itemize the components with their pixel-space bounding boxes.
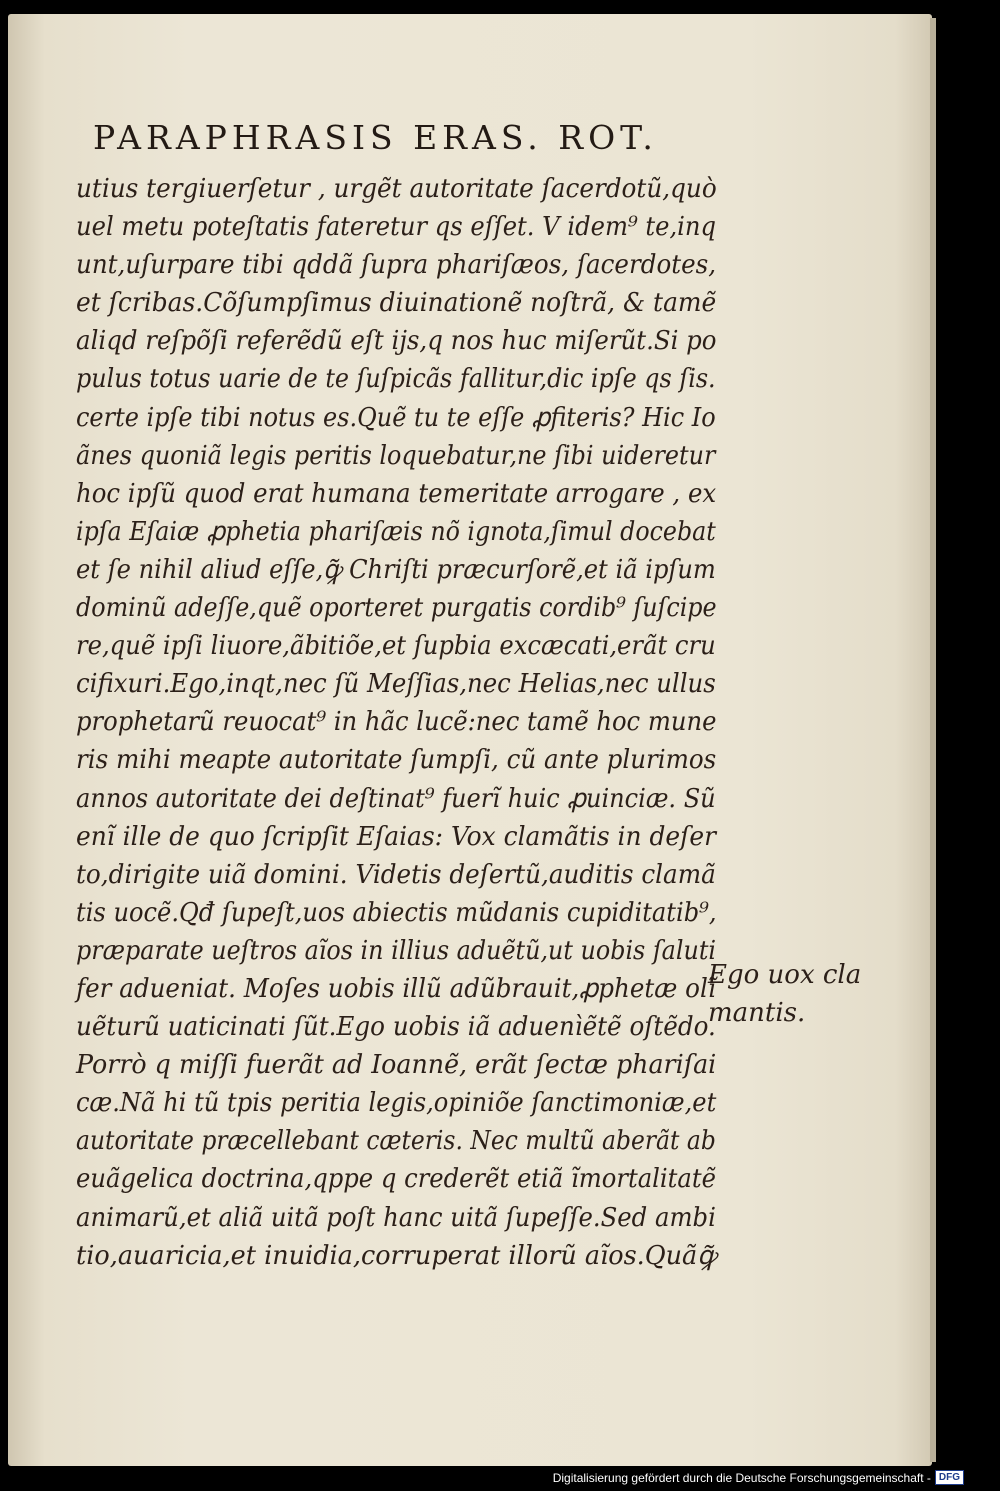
text-line: ãnes quoniã legis peritis loquebatur,ne ſibi uideretur (76, 440, 716, 471)
text-line: tis uocẽ.Qđ ſupeſt,uos abiectis mũdanis cupiditatib⁹, (76, 897, 717, 928)
text-line: enĩ ille de quo ſcripſit Eſaias: Vox clamãtis in deſer (76, 821, 717, 852)
text-line: Porrò q miſſi fuerãt ad Ioannẽ, erãt ſectæ phariſai (76, 1050, 717, 1081)
text-line: aliqd reſpõſi referẽdũ eſt ijs,q nos huc miſerũt.Si po (76, 326, 717, 357)
page-edge (930, 18, 936, 1462)
text-line: certe ipſe tibi notus es.Quẽ tu te eſſe ꝓfiteris? Hic Io (76, 402, 716, 433)
marginal-note-line: mantis. (708, 998, 806, 1028)
marginal-note-line: Ego uox cla (708, 960, 862, 990)
running-head: PARAPHRASIS ERAS. ROT. (93, 118, 658, 157)
text-line: animarũ,et aliã uitã poſt hanc uitã ſupeſſe.Sed ambi (76, 1202, 716, 1233)
text-line: fer adueniat. Moſes uobis illũ adũbrauit,ꝓphetæ olĩ (76, 973, 716, 1004)
text-line: dominũ adeſſe,quẽ oporteret purgatis cordib⁹ ſuſcipe (76, 593, 717, 624)
credit-text: Digitalisierung gefördert durch die Deutsche Forschungsgemeinschaft - (552, 1470, 931, 1485)
text-line: uel metu poteſtatis fateretur qs eſſet. V idem⁹ te,inq (76, 212, 717, 243)
text-line: to,dirigite uiã domini. Videtis deſertũ,auditis clamã (76, 859, 716, 890)
text-line: prophetarũ reuocat⁹ in hãc lucẽ:nec tamẽ hoc mune (76, 707, 717, 738)
text-line: autoritate præcellebant cæteris. Nec multũ aberãt ab (76, 1126, 716, 1157)
digitization-credit (553, 1470, 964, 1485)
text-line: tio,auaricia,et inuidia,corruperat illorũ aĩos.Quãꝙ̃ (76, 1240, 717, 1271)
text-line: ipſa Eſaiæ ꝓphetia phariſæis nõ ignota,ſimul docebat (76, 516, 716, 547)
text-line: præparate ueſtros aĩos in illius aduẽtũ,ut uobis ſaluti (76, 935, 717, 966)
body-text (76, 170, 716, 1275)
text-line: re,quẽ ipſi liuore,ãbitiõe,et ſupbia excæcati,erãt cru (76, 631, 716, 662)
marginal-note (708, 956, 861, 1032)
text-line: et ſe nihil aliud eſſe,ꝙ̃ Chriſti præcurſorẽ,et iã ipſum (76, 554, 716, 585)
text-line: pulus totus uarie de te ſuſpicãs fallitur,dic ipſe qs ſis. (76, 364, 716, 395)
text-line: uẽturũ uaticinati ſũt.Ego uobis iã aduenìẽtẽ oſtẽdo. (76, 1012, 716, 1043)
text-line: ris mihi meapte autoritate ſumpſi, cũ ante plurimos (76, 745, 717, 776)
dfg-logo: DFG (935, 1470, 964, 1485)
text-line: hoc ipſũ quod erat humana temeritate arrogare , ex (76, 478, 717, 509)
text-line: cæ.Nã hi tũ tpis peritia legis,opiniõe ſanctimoniæ,et (76, 1088, 717, 1119)
text-line: et ſcribas.Cõſumpſimus diuinationẽ noſtrã, & tamẽ (76, 288, 717, 319)
text-line: cifixuri.Ego,inqt,nec ſũ Meſſias,nec Helias,nec ullus (76, 669, 716, 700)
text-line: unt,uſurpare tibi qddã ſupra phariſæos, ſacerdotes, (76, 250, 717, 281)
text-line: euãgelica doctrina,qppe q crederẽt etiã ĩmortalitatẽ (76, 1164, 716, 1195)
text-line: utius tergiuerſetur , urgẽt autoritate ſacerdotũ,quò (76, 174, 717, 204)
text-line: annos autoritate dei deſtinat⁹ fuerĩ huic ꝓuinciæ. Sũ (76, 783, 716, 814)
